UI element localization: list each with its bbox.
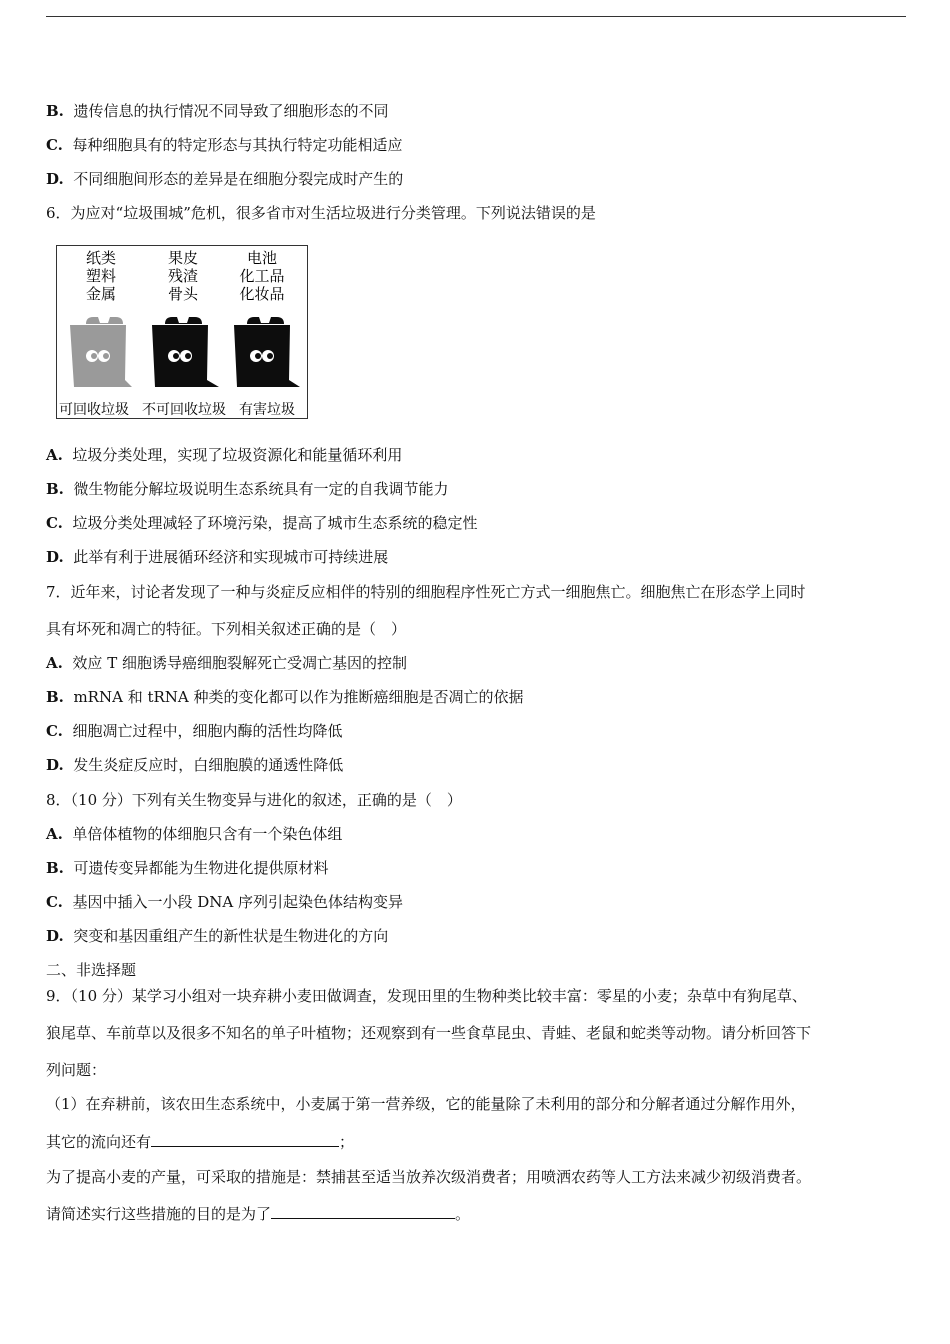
answer-blank-2[interactable] xyxy=(271,1203,455,1219)
q9-sub1-line2: 其它的流向还有 ； xyxy=(46,1133,355,1151)
bin3-label: 有害垃圾 xyxy=(239,402,295,418)
bin1-label: 可回收垃圾 xyxy=(59,402,129,418)
q6-option-d[interactable]: D. 此举有利于进展循环经济和实现城市可持续进展 xyxy=(46,548,389,566)
q9-sub2-line1: 为了提高小麦的产量，可采取的措施是：禁捕甚至适当放养次级消费者；用喷洒农药等人工方法来减少初级消费者。 xyxy=(46,1168,812,1186)
q9-line2: 狼尾草、车前草以及很多不知名的单子叶植物；还观察到有一些食草昆虫、青蛙、老鼠和蛇类等动物。请分析回答下 xyxy=(46,1024,812,1042)
q9-sub1-line1: （1）在弃耕前，该农田生态系统中，小麦属于第一营养级，它的能量除了未利用的部分和分解者通过分解作用外， xyxy=(46,1095,806,1113)
q9-line3: 列问题： xyxy=(46,1061,107,1079)
section-heading: 二、非选择题 xyxy=(46,961,137,979)
q6-option-b[interactable]: B. 微生物能分解垃圾说明生态系统具有一定的自我调节能力 xyxy=(46,480,449,498)
q6-option-c[interactable]: C. 垃圾分类处理减轻了环境污染，提高了城市生态系统的稳定性 xyxy=(46,514,478,532)
q6-option-a[interactable]: A. 垃圾分类处理，实现了垃圾资源化和能量循环利用 xyxy=(46,446,403,464)
answer-blank-1[interactable] xyxy=(151,1131,339,1147)
q5-option-c[interactable]: C. 每种细胞具有的特定形态与其执行特定功能相适应 xyxy=(46,136,403,154)
q8-stem: 8．（10 分）下列有关生物变异与进化的叙述，正确的是（ ） xyxy=(46,791,462,809)
bin3-item3: 化妆品 xyxy=(239,285,285,303)
q7-option-c[interactable]: C. 细胞凋亡过程中，细胞内酶的活性均降低 xyxy=(46,722,343,740)
bin3-item2: 化工品 xyxy=(239,267,285,285)
q9-sub2-line2: 请简述实行这些措施的目的是为了 。 xyxy=(46,1205,471,1223)
bin2-item2: 残渣 xyxy=(167,267,199,285)
header-rule xyxy=(46,16,906,17)
q5-option-d[interactable]: D. 不同细胞间形态的差异是在细胞分裂完成时产生的 xyxy=(46,170,404,188)
q7-option-b[interactable]: B. mRNA 和 tRNA 种类的变化都可以作为推断癌细胞是否凋亡的依据 xyxy=(46,688,524,706)
q8-option-a[interactable]: A. 单倍体植物的体细胞只含有一个染色体组 xyxy=(46,825,343,843)
q8-option-c[interactable]: C. 基因中插入一小段 DNA 序列引起染色体结构变异 xyxy=(46,893,403,911)
bin2-item3: 骨头 xyxy=(167,285,199,303)
q7-option-a[interactable]: A. 效应 T 细胞诱导癌细胞裂解死亡受凋亡基因的控制 xyxy=(46,654,407,672)
q9-line1: 9．（10 分）某学习小组对一块弃耕小麦田做调查，发现田里的生物种类比较丰富：零星的小麦；杂草中有狗尾草、 xyxy=(46,987,807,1005)
garbage-bins-figure xyxy=(56,245,308,419)
q6-stem: 6．为应对“垃圾围城”危机，很多省市对生活垃圾进行分类管理。下列说法错误的是 xyxy=(46,204,596,222)
q5-option-b[interactable]: B. 遗传信息的执行情况不同导致了细胞形态的不同 xyxy=(46,102,389,120)
q7-option-d[interactable]: D. 发生炎症反应时，白细胞膜的通透性降低 xyxy=(46,756,344,774)
q8-option-d[interactable]: D. 突变和基因重组产生的新性状是生物进化的方向 xyxy=(46,927,389,945)
bin2-label: 不可回收垃圾 xyxy=(142,402,226,418)
q7-stem-line1: 7．近年来，讨论者发现了一种与炎症反应相伴的特别的细胞程序性死亡方式一细胞焦亡。细胞焦亡在形态学上同时 xyxy=(46,583,806,601)
q7-stem-line2: 具有坏死和凋亡的特征。下列相关叙述正确的是（ ） xyxy=(46,620,407,638)
bin1-item2: 塑料 xyxy=(85,267,117,285)
bin1-item1: 纸类 xyxy=(85,249,117,267)
bin1-item3: 金属 xyxy=(85,285,117,303)
recyclable-bin-icon xyxy=(70,317,132,387)
bin2-item1: 果皮 xyxy=(167,249,199,267)
bin3-item1: 电池 xyxy=(246,249,278,267)
q8-option-b[interactable]: B. 可遗传变异都能为生物进化提供原材料 xyxy=(46,859,329,877)
